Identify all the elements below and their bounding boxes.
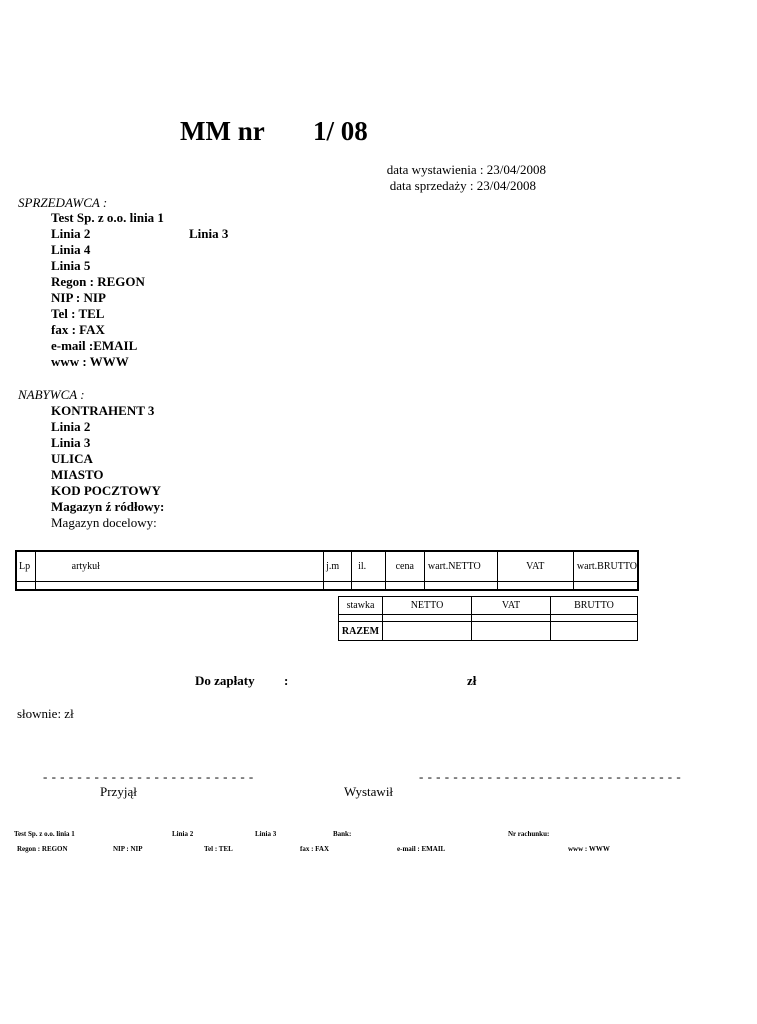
signature-line-left: - - - - - - - - - - - - - - - - - - - - - - - - - bbox=[43, 769, 254, 784]
buyer-line2: Linia 2 bbox=[51, 419, 91, 434]
col-net: NETTO bbox=[383, 597, 472, 615]
col-lp: Lp bbox=[16, 551, 35, 581]
col-article: artykuł bbox=[35, 551, 324, 581]
to-pay-label: Do zapłaty bbox=[195, 673, 255, 688]
to-pay-colon: : bbox=[284, 673, 289, 688]
footer-regon: Regon : REGON bbox=[17, 845, 68, 853]
col-net-value: wart.NETTO bbox=[424, 551, 497, 581]
col-vat-sum: VAT bbox=[472, 597, 551, 615]
seller-nip: NIP : NIP bbox=[51, 290, 106, 305]
seller-email: e-mail :EMAIL bbox=[51, 338, 138, 353]
footer-line2: Linia 2 bbox=[172, 830, 194, 838]
items-header-row bbox=[16, 551, 638, 581]
source-warehouse: Magazyn ź ródłowy: bbox=[51, 499, 165, 514]
buyer-street: ULICA bbox=[51, 451, 93, 466]
issue-date: data wystawienia : 23/04/2008 bbox=[386, 162, 546, 177]
document-number: 1/ 08 bbox=[313, 116, 368, 146]
footer-www: www : WWW bbox=[568, 845, 610, 853]
total-label: RAZEM bbox=[339, 622, 383, 641]
footer-email: e-mail : EMAIL bbox=[397, 845, 446, 853]
seller-line3: Linia 3 bbox=[189, 226, 229, 241]
buyer-postcode: KOD POCZTOWY bbox=[51, 483, 161, 498]
summary-total-row bbox=[339, 622, 638, 641]
footer-bank: Bank: bbox=[333, 830, 352, 838]
footer-nip: NIP : NIP bbox=[113, 845, 143, 853]
col-vat: VAT bbox=[497, 551, 573, 581]
footer-account: Nr rachunku: bbox=[508, 830, 550, 838]
items-table bbox=[15, 550, 639, 591]
seller-line5: Linia 5 bbox=[51, 258, 91, 273]
col-gross-value: wart.BRUTTO bbox=[573, 551, 638, 581]
seller-regon: Regon : REGON bbox=[51, 274, 145, 289]
summary-table bbox=[338, 596, 638, 641]
amount-in-words: słownie: zł bbox=[17, 706, 74, 721]
buyer-line3: Linia 3 bbox=[51, 435, 91, 450]
sale-date: data sprzedaży : 23/04/2008 bbox=[389, 178, 536, 193]
document-title: MM nr bbox=[180, 116, 265, 146]
col-qty: il. bbox=[352, 551, 385, 581]
received-by: Przyjął bbox=[100, 784, 137, 799]
col-unit: j.m bbox=[324, 551, 352, 581]
col-rate: stawka bbox=[339, 597, 383, 615]
buyer-label: NABYWCA : bbox=[18, 387, 85, 402]
footer-company: Test Sp. z o.o. linia 1 bbox=[14, 830, 75, 838]
col-price: cena bbox=[385, 551, 424, 581]
seller-line2: Linia 2 bbox=[51, 226, 91, 241]
signature-line-right: - - - - - - - - - - - - - - - - - - - - - - - - - - - - - - - bbox=[419, 769, 682, 784]
footer-line3: Linia 3 bbox=[255, 830, 277, 838]
seller-tel: Tel : TEL bbox=[51, 306, 105, 321]
footer-fax: fax : FAX bbox=[300, 845, 330, 853]
seller-line4: Linia 4 bbox=[51, 242, 91, 257]
footer-tel: Tel : TEL bbox=[204, 845, 233, 853]
summary-header-row bbox=[339, 597, 638, 615]
table-row bbox=[16, 581, 638, 590]
target-warehouse: Magazyn docelowy: bbox=[51, 515, 157, 530]
seller-www: www : WWW bbox=[51, 354, 129, 369]
issued-by: Wystawił bbox=[344, 784, 394, 799]
seller-line1: Test Sp. z o.o. linia 1 bbox=[51, 210, 164, 225]
buyer-line1: KONTRAHENT 3 bbox=[51, 403, 155, 418]
col-gross: BRUTTO bbox=[551, 597, 638, 615]
to-pay-currency: zł bbox=[467, 673, 477, 688]
buyer-city: MIASTO bbox=[51, 467, 104, 482]
seller-fax: fax : FAX bbox=[51, 322, 105, 337]
seller-label: SPRZEDAWCA : bbox=[18, 195, 108, 210]
table-row bbox=[339, 615, 638, 622]
